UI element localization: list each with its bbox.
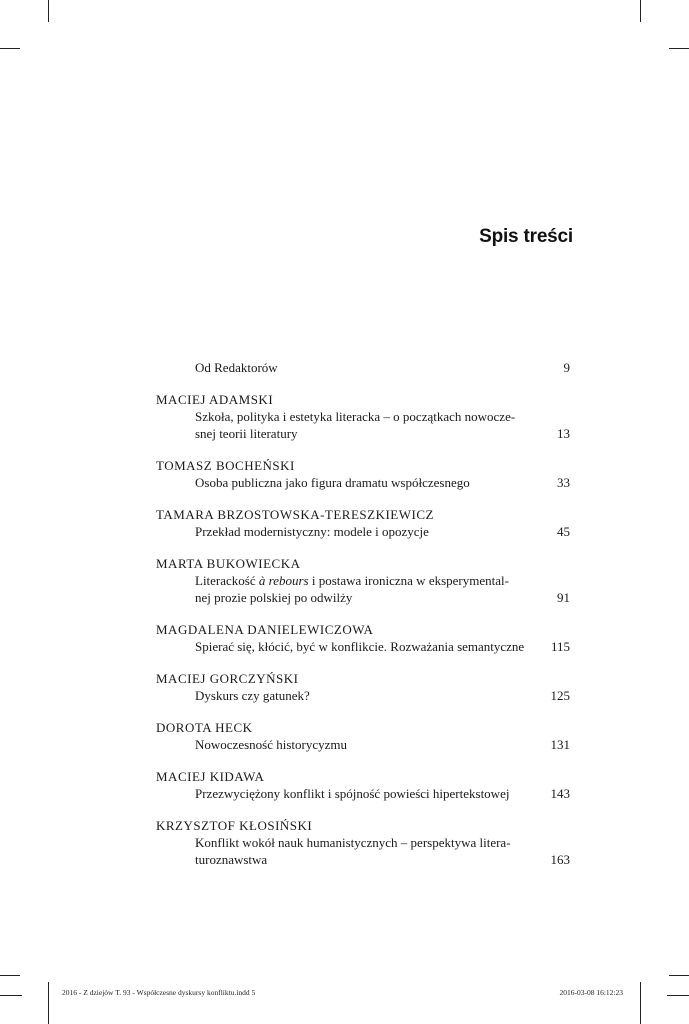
toc-entry (156, 719, 570, 753)
toc-entry (156, 768, 570, 802)
toc-page-number: 143 (550, 786, 570, 801)
toc-page-number: 33 (557, 475, 570, 490)
toc-page-number: 131 (550, 737, 570, 752)
crop-mark (667, 995, 689, 996)
crop-mark (48, 1002, 49, 1024)
toc-author: MAGDALENA DANIELEWICZOWA (156, 622, 374, 637)
toc-author: TAMARA BRZOSTOWSKA-TERESZKIEWICZ (156, 507, 434, 522)
toc-entry (156, 555, 570, 606)
toc-entry (156, 670, 570, 704)
toc-author: MACIEJ ADAMSKI (156, 392, 274, 407)
toc-page-number: 163 (550, 852, 570, 867)
toc-entry (156, 457, 570, 491)
toc-title-line: Literackość à rebours i postawa ironiczna w eksperymental- (195, 573, 509, 588)
toc-author: MARTA BUKOWIECKA (156, 556, 301, 571)
crop-mark (640, 982, 641, 1002)
toc-title-line: snej teorii literatury (195, 426, 298, 441)
toc-author: DOROTA HECK (156, 720, 253, 735)
crop-mark (669, 975, 689, 976)
toc-title-line: Przekład modernistyczny: modele i opozycje (195, 524, 429, 539)
toc-page-number: 115 (550, 639, 570, 654)
toc-page-number: 45 (557, 524, 570, 539)
toc-entry (156, 621, 570, 655)
toc-page-number: 91 (557, 590, 570, 605)
toc-author: TOMASZ BOCHEŃSKI (156, 458, 295, 473)
toc-title-line: nej prozie polskiej po odwilży (195, 590, 353, 605)
crop-mark (640, 1002, 641, 1024)
crop-mark (0, 995, 22, 996)
toc-entry (156, 359, 570, 376)
page-title: Spis treści (479, 226, 573, 247)
toc-title-line: Osoba publiczna jako figura dramatu współczesnego (195, 475, 470, 490)
toc-page-number: 13 (557, 426, 570, 441)
toc-author: MACIEJ GORCZYŃSKI (156, 671, 299, 686)
toc-author: MACIEJ KIDAWA (156, 769, 265, 784)
crop-mark (640, 0, 641, 22)
toc-title-line: Nowoczesność historycyzmu (195, 737, 347, 752)
crop-mark (48, 982, 49, 1002)
toc-title-line: Przezwyciężony konflikt i spójność powieści hipertekstowej (195, 786, 510, 801)
toc-entry (156, 391, 570, 442)
toc-title-line: Dyskurs czy gatunek? (195, 688, 310, 703)
toc-title-line: turoznawstwa (195, 852, 268, 867)
toc-page-number: 125 (550, 688, 570, 703)
toc-title-line: Spierać się, kłócić, być w konflikcie. Rozważania semantyczne (195, 639, 525, 654)
toc-page-number: 9 (563, 360, 570, 375)
toc-entry (156, 817, 570, 868)
print-slug-date: 2016-03-08 16:12:23 (559, 988, 623, 997)
print-slug-file: 2016 - Z dziejów T. 93 - Współczesne dyskursy konfliktu.indd 5 (62, 988, 256, 997)
toc-author: KRZYSZTOF KŁOSIŃSKI (156, 818, 313, 833)
toc-entry (156, 506, 570, 540)
crop-mark (669, 48, 689, 49)
toc-title-line: Od Redaktorów (195, 360, 278, 375)
toc-title-line: Konflikt wokół nauk humanistycznych – perspektywa litera- (195, 835, 511, 850)
toc-title-line: Szkoła, polityka i estetyka literacka – o początkach nowocze- (195, 409, 516, 424)
crop-mark (48, 0, 49, 22)
crop-mark (0, 48, 20, 49)
crop-mark (0, 975, 20, 976)
table-of-contents (156, 359, 570, 883)
